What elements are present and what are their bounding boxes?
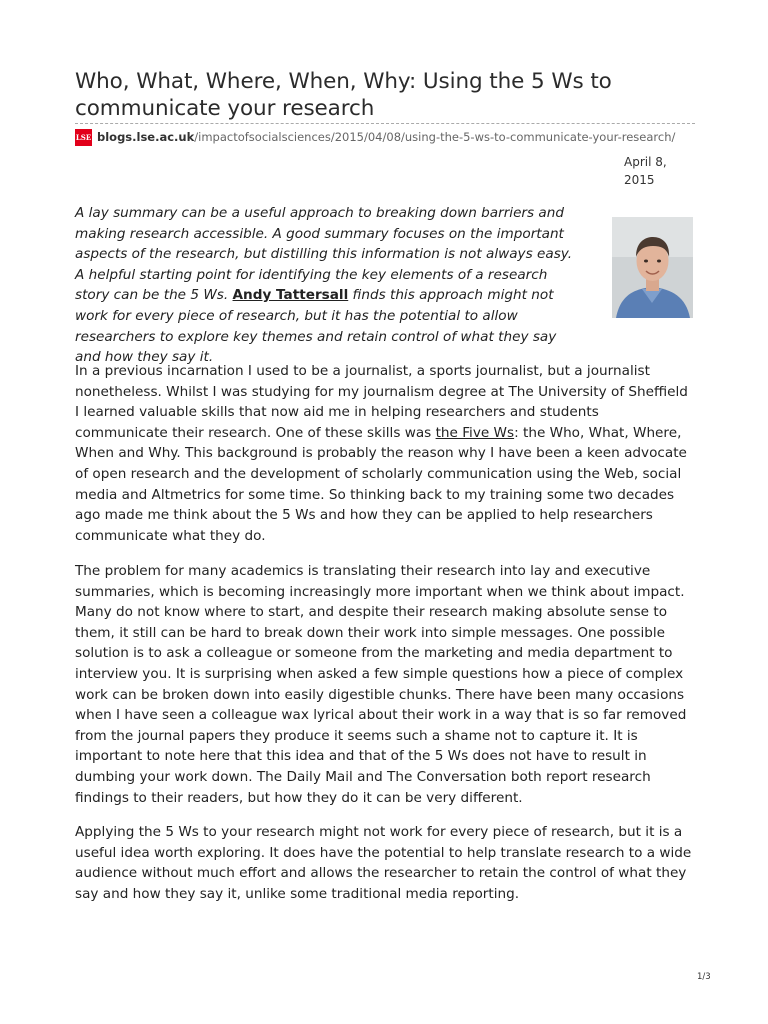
- publish-date-line1: April 8,: [624, 155, 667, 169]
- source-path[interactable]: /impactofsocialsciences/2015/04/08/using-the-5-ws-to-communicate-your-research/: [194, 130, 676, 144]
- page-number: 1/3: [697, 972, 711, 982]
- intro-text-after: finds this approach might not work for every piece of research, but it has the potential to allow researchers to explore key themes and retain control of what they say and how they say it.: [75, 287, 557, 366]
- page-title: Who, What, Where, When, Why: Using the 5 Ws to communicate your research: [75, 69, 612, 121]
- author-link[interactable]: Andy Tattersall: [232, 287, 349, 304]
- article-paragraph-1: [75, 361, 695, 546]
- author-photo: [612, 217, 693, 318]
- paragraph-1-text-after: : the Who, What, Where, When and Why. This background is probably the reason why I have been a keen advocate of open research and the development of scholarly communication using the Web, social media and Altmetrics for some time. So thinking back to my training some two decades ago made me think about the 5 Ws and how they can be applied to help researchers communicate what they do.: [75, 424, 687, 544]
- publish-date: [624, 153, 684, 189]
- article-paragraph-2: The problem for many academics is translating their research into lay and executive summaries, which is becoming increasingly more important when we think about impact. Many do not know where to start, and despite their research making absolute sense to them, it still can be hard to break down their work into simple messages. One possible solution is to ask a colleague or someone from the marketing and media department to interview you. It is surprising when asked a few simple questions how a piece of complex work can be broken down into easily digestible chunks. There have been many occasions when I have seen a colleague wax lyrical about their work in a way that is so far removed from the journal papers they produce it seems such a shame not to capture it. It is important to note here that this idea and that of the 5 Ws does not have to result in dumbing your work down. The Daily Mail and The Conversation both report research findings to their readers, but how they do it can be very different.: [75, 563, 687, 806]
- intro-text-before: A lay summary can be a useful approach to breaking down barriers and making research accessible. A good summary focuses on the important aspects of the research, but distilling this information is not always easy. A helpful starting point for identifying the key elements of a research story can be the 5 Ws.: [75, 205, 573, 304]
- intro-summary: [75, 203, 585, 368]
- source-url[interactable]: [75, 128, 695, 146]
- author-portrait-image: [612, 217, 693, 318]
- source-domain[interactable]: blogs.lse.ac.uk: [97, 130, 195, 144]
- article-paragraph-3: Applying the 5 Ws to your research might not work for every piece of research, but it is a useful idea worth exploring. It does have the potential to help translate research to a wide audience without much effort and allows the researcher to retain the control of what they say and how they say it, unlike some traditional media reporting.: [75, 824, 692, 902]
- publish-date-line2: 2015: [624, 173, 655, 187]
- paragraph-1-text-before: In a previous incarnation I used to be a journalist, a sports journalist, but a journalist nonetheless. Whilst I was studying for my journalism degree at The University of Sheffield I learned valuable skills that now aid me in helping researchers and students communicate their research. One of these skills was: [75, 363, 688, 441]
- lse-logo-icon: LSE: [75, 129, 92, 146]
- five-ws-link[interactable]: the Five Ws: [435, 424, 515, 441]
